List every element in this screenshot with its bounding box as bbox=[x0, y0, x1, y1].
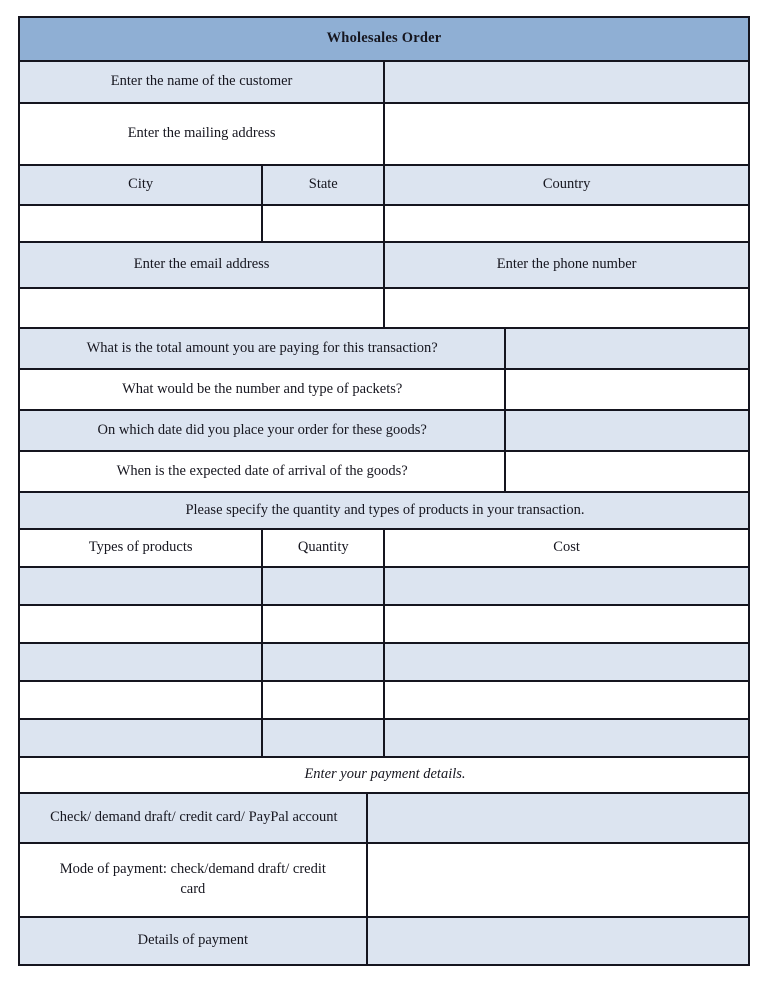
contact-input-row bbox=[19, 288, 749, 328]
product-quantity-cell[interactable] bbox=[262, 719, 384, 757]
question-label-arrival-date: When is the expected date of arrival of the goods? bbox=[19, 451, 505, 492]
product-cost-cell[interactable] bbox=[384, 605, 749, 643]
products-instruction-row bbox=[19, 492, 749, 529]
table-row bbox=[19, 719, 749, 757]
payment-note: Enter your payment details. bbox=[19, 757, 749, 793]
product-type-cell[interactable] bbox=[19, 605, 262, 643]
question-row-total-amount bbox=[19, 328, 749, 369]
state-input[interactable] bbox=[262, 205, 384, 242]
question-input-total-amount[interactable] bbox=[505, 328, 749, 369]
question-row-packets bbox=[19, 369, 749, 410]
payment-details-row bbox=[19, 917, 749, 965]
products-header-quantity: Quantity bbox=[262, 529, 384, 567]
products-instruction: Please specify the quantity and types of products in your transaction. bbox=[19, 492, 749, 529]
question-input-packets[interactable] bbox=[505, 369, 749, 410]
customer-name-input[interactable] bbox=[384, 61, 749, 103]
product-cost-cell[interactable] bbox=[384, 567, 749, 605]
product-quantity-cell[interactable] bbox=[262, 567, 384, 605]
question-label-total-amount: What is the total amount you are paying for this transaction? bbox=[19, 328, 505, 369]
payment-details-input[interactable] bbox=[367, 917, 749, 965]
country-input[interactable] bbox=[384, 205, 749, 242]
question-input-order-date[interactable] bbox=[505, 410, 749, 451]
question-label-packets: What would be the number and type of packets? bbox=[19, 369, 505, 410]
phone-input[interactable] bbox=[384, 288, 749, 328]
wholesales-order-form bbox=[18, 16, 750, 966]
payment-note-row bbox=[19, 757, 749, 793]
product-quantity-cell[interactable] bbox=[262, 681, 384, 719]
question-row-order-date bbox=[19, 410, 749, 451]
page-title: Wholesales Order bbox=[19, 17, 749, 61]
payment-method-input[interactable] bbox=[367, 793, 749, 843]
city-input[interactable] bbox=[19, 205, 262, 242]
products-header-cost: Cost bbox=[384, 529, 749, 567]
product-type-cell[interactable] bbox=[19, 567, 262, 605]
table-row bbox=[19, 605, 749, 643]
state-header: State bbox=[262, 165, 384, 205]
payment-mode-row bbox=[19, 843, 749, 917]
product-quantity-cell[interactable] bbox=[262, 605, 384, 643]
phone-label: Enter the phone number bbox=[384, 242, 749, 288]
customer-name-label: Enter the name of the customer bbox=[19, 61, 384, 103]
payment-method-row bbox=[19, 793, 749, 843]
payment-mode-label-line2: card bbox=[180, 881, 206, 897]
product-cost-cell[interactable] bbox=[384, 681, 749, 719]
mailing-address-label: Enter the mailing address bbox=[19, 103, 384, 165]
contact-header-row bbox=[19, 242, 749, 288]
form-title-row bbox=[19, 17, 749, 61]
product-type-cell[interactable] bbox=[19, 719, 262, 757]
customer-name-row bbox=[19, 61, 749, 103]
email-input[interactable] bbox=[19, 288, 384, 328]
question-row-arrival-date bbox=[19, 451, 749, 492]
location-header-row bbox=[19, 165, 749, 205]
payment-method-label: Check/ demand draft/ credit card/ PayPal account bbox=[19, 793, 367, 843]
product-cost-cell[interactable] bbox=[384, 719, 749, 757]
payment-mode-input[interactable] bbox=[367, 843, 749, 917]
payment-mode-label bbox=[19, 843, 367, 917]
product-cost-cell[interactable] bbox=[384, 643, 749, 681]
location-input-row bbox=[19, 205, 749, 242]
product-type-cell[interactable] bbox=[19, 681, 262, 719]
email-label: Enter the email address bbox=[19, 242, 384, 288]
question-label-order-date: On which date did you place your order for these goods? bbox=[19, 410, 505, 451]
products-header-type: Types of products bbox=[19, 529, 262, 567]
country-header: Country bbox=[384, 165, 749, 205]
table-row bbox=[19, 643, 749, 681]
product-type-cell[interactable] bbox=[19, 643, 262, 681]
payment-details-label: Details of payment bbox=[19, 917, 367, 965]
product-quantity-cell[interactable] bbox=[262, 643, 384, 681]
mailing-address-input[interactable] bbox=[384, 103, 749, 165]
payment-mode-label-line1: Mode of payment: check/demand draft/ credit bbox=[59, 861, 326, 878]
table-row bbox=[19, 681, 749, 719]
city-header: City bbox=[19, 165, 262, 205]
question-input-arrival-date[interactable] bbox=[505, 451, 749, 492]
mailing-address-row bbox=[19, 103, 749, 165]
table-row bbox=[19, 567, 749, 605]
products-header-row bbox=[19, 529, 749, 567]
